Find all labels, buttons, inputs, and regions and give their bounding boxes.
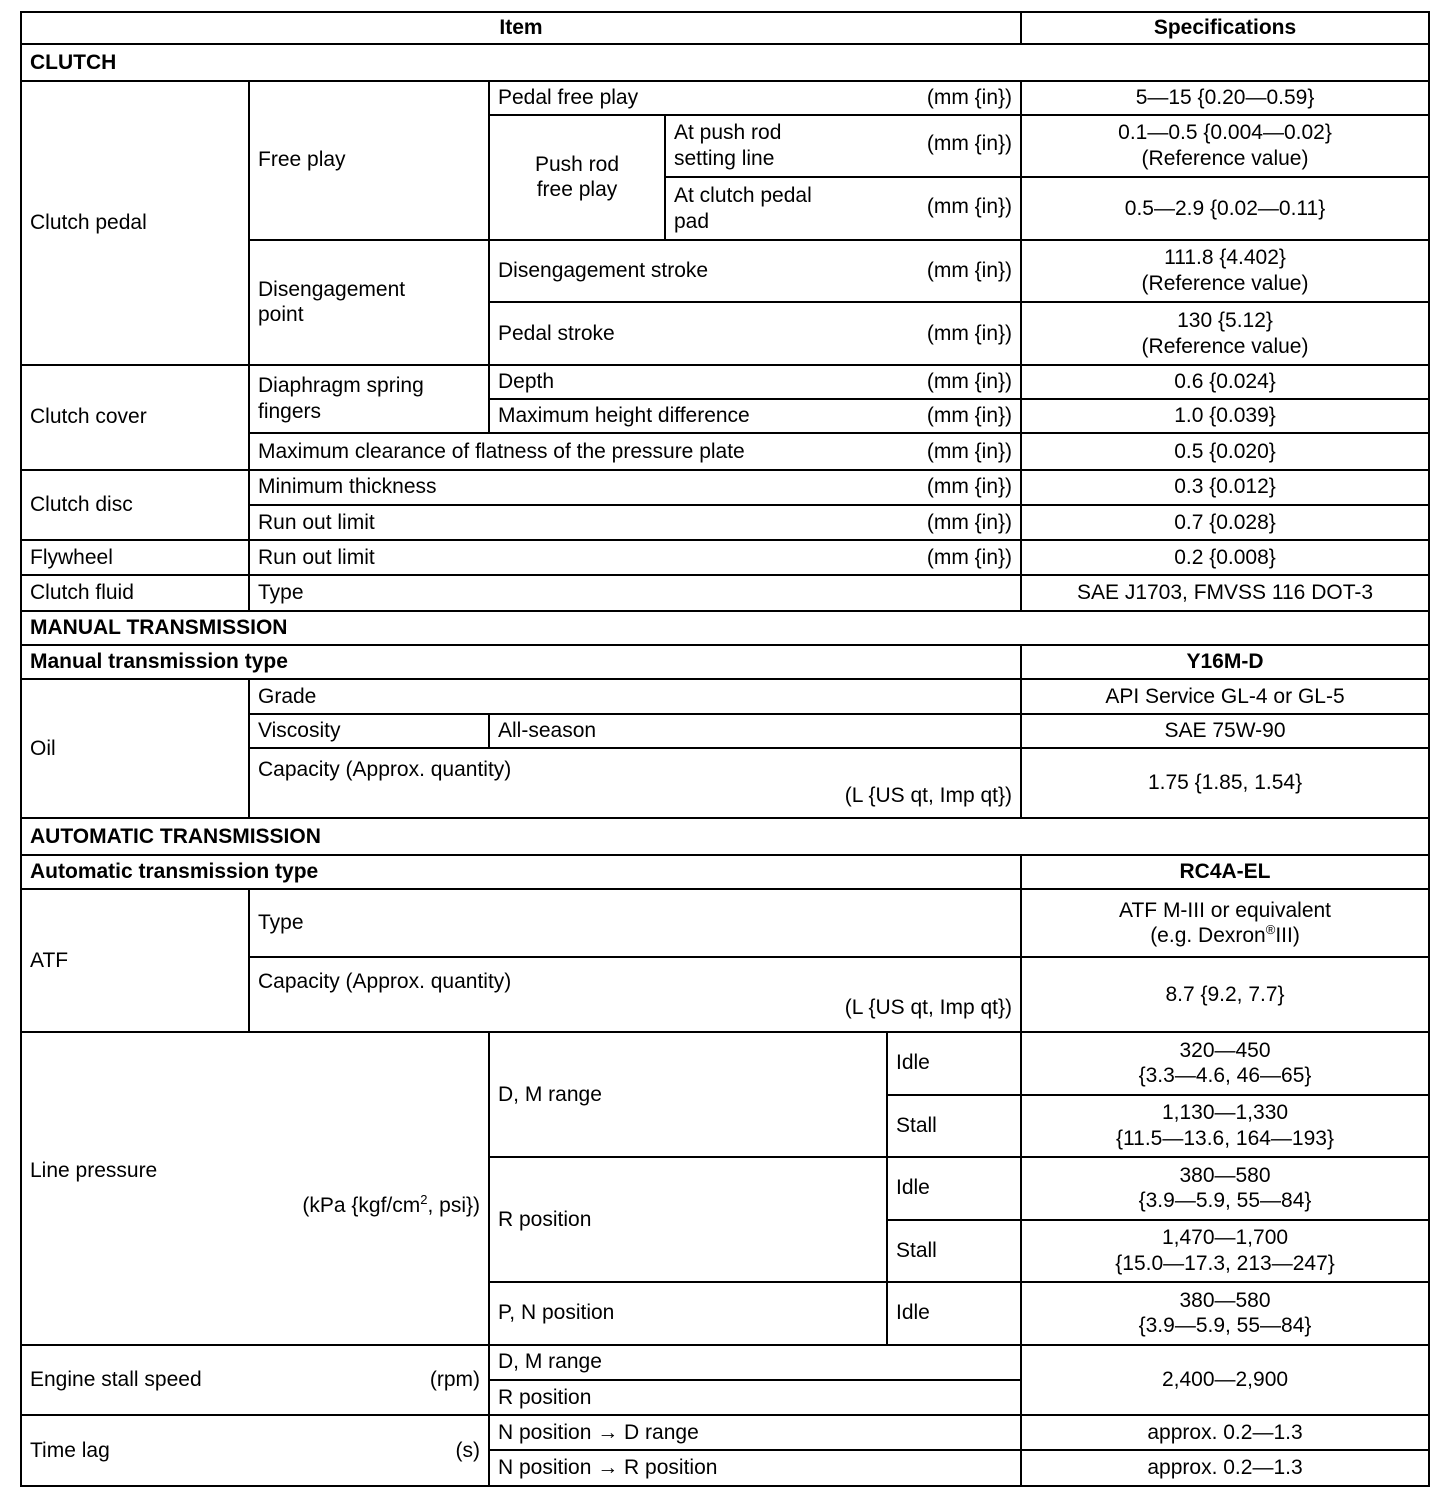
oil-viscosity-label: Viscosity: [249, 714, 489, 748]
specifications-header: Specifications: [1021, 12, 1429, 44]
dm-stall-label: Stall: [887, 1095, 1021, 1158]
unit-label: (mm {in}): [926, 510, 1013, 534]
r-stall-label: Stall: [887, 1220, 1021, 1283]
pn-idle-label: Idle: [887, 1282, 1021, 1345]
clutch-disc-label: Clutch disc: [21, 470, 249, 541]
oil-label: Oil: [21, 679, 249, 818]
dm-idle-label: Idle: [887, 1032, 1021, 1095]
flywheel-runout-value: 0.2 {0.008}: [1021, 540, 1429, 575]
table-row: [21, 645, 1429, 679]
section-row-manual: [21, 611, 1429, 645]
line-pressure-label: Line pressure (kPa {$kgf/cm^2$, psi}): [21, 1032, 489, 1345]
height-difference-value: 1.0 {0.039}: [1021, 399, 1429, 433]
unit-label: (mm {in}): [926, 321, 1013, 345]
table-row: [21, 575, 1429, 610]
push-rod-setting-line-value: 0.1—0.5 {0.004—0.02} (Reference value): [1021, 115, 1429, 178]
oil-grade-value: API Service GL-4 or GL-5: [1021, 679, 1429, 713]
r-stall-value: 1,470—1,700 {15.0—17.3, 213—247}: [1021, 1220, 1429, 1283]
disc-runout-value: 0.7 {0.028}: [1021, 505, 1429, 540]
free-play-label: Free play: [249, 81, 489, 240]
oil-season-label: All-season: [489, 714, 1021, 748]
table-row: [21, 540, 1429, 575]
disengagement-point-label: Disengagement point: [249, 240, 489, 365]
header-row: [21, 12, 1429, 44]
clutch-fluid-type-label: Type: [249, 575, 1021, 610]
unit-label: (mm {in}): [926, 439, 1013, 463]
automatic-type-label: Automatic transmission type: [21, 855, 1021, 889]
push-rod-free-play-label: Push rod free play: [489, 115, 665, 240]
r-idle-label: Idle: [887, 1157, 1021, 1220]
table-row: [21, 855, 1429, 889]
section-title-manual: MANUAL TRANSMISSION: [21, 611, 1429, 645]
n-to-d-value: approx. 0.2—1.3: [1021, 1415, 1429, 1450]
unit-label: (mm {in}): [926, 132, 1013, 156]
dm-range-label: D, M range: [489, 1032, 887, 1157]
dm-stall-value: 1,130—1,330 {11.5—13.6, 164—193}: [1021, 1095, 1429, 1158]
r-idle-value: 380—580 {3.9—5.9, 55—84}: [1021, 1157, 1429, 1220]
automatic-type-value: RC4A-EL: [1021, 855, 1429, 889]
n-to-r-value: approx. 0.2—1.3: [1021, 1450, 1429, 1486]
time-lag-label: Time lag (s): [21, 1415, 489, 1486]
min-thickness-value: 0.3 {0.012}: [1021, 470, 1429, 505]
unit-label: (mm {in}): [926, 259, 1013, 283]
item-header: Item: [21, 12, 1021, 44]
stall-dm-range-label: D, M range: [489, 1345, 1021, 1380]
section-row-automatic: [21, 818, 1429, 854]
table-row: [21, 889, 1429, 958]
oil-viscosity-value: SAE 75W-90: [1021, 714, 1429, 748]
specification-table: [20, 11, 1430, 1487]
stall-r-position-label: R position: [489, 1380, 1021, 1415]
section-title-clutch: CLUTCH: [21, 44, 1429, 80]
clutch-pedal-pad-label: (mm {in}) At clutch pedal pad: [665, 177, 1021, 240]
pn-idle-value: 380—580 {3.9—5.9, 55—84}: [1021, 1282, 1429, 1345]
section-row-clutch: [21, 44, 1429, 80]
engine-stall-speed-value: 2,400—2,900: [1021, 1345, 1429, 1416]
flatness-label: Maximum clearance of flatness of the pressure plate (mm {in}): [249, 433, 1021, 469]
height-difference-label: Maximum height difference (mm {in}): [489, 399, 1021, 433]
unit-label: (mm {in}): [926, 194, 1013, 218]
pedal-free-play-value: 5—15 {0.20—0.59}: [1021, 81, 1429, 115]
n-to-r-label: N position → R position: [489, 1450, 1021, 1486]
disengagement-stroke-value: 111.8 {4.402} (Reference value): [1021, 240, 1429, 303]
table-row: [21, 365, 1429, 399]
flatness-value: 0.5 {0.020}: [1021, 433, 1429, 469]
pedal-stroke-label: Pedal stroke (mm {in}): [489, 302, 1021, 365]
flywheel-label: Flywheel: [21, 540, 249, 575]
table-row: [21, 1415, 1429, 1450]
pn-position-label: P, N position: [489, 1282, 887, 1345]
flywheel-runout-label: Run out limit (mm {in}): [249, 540, 1021, 575]
section-title-automatic: AUTOMATIC TRANSMISSION: [21, 818, 1429, 854]
atf-type-value: ATF M-III or equivalent (e.g. Dexron®III): [1021, 889, 1429, 958]
table-row: [21, 470, 1429, 505]
atf-capacity-value: 8.7 {9.2, 7.7}: [1021, 957, 1429, 1032]
clutch-pedal-pad-value: 0.5—2.9 {0.02—0.11}: [1021, 177, 1429, 240]
manual-type-value: Y16M-D: [1021, 645, 1429, 679]
unit-label: (L {US qt, Imp qt}): [844, 784, 1013, 808]
atf-type-label: Type: [249, 889, 1021, 958]
push-rod-setting-line-label: (mm {in}) At push rod setting line: [665, 115, 1021, 178]
engine-stall-speed-label: Engine stall speed (rpm): [21, 1345, 489, 1416]
unit-label: (L {US qt, Imp qt}): [844, 995, 1013, 1019]
unit-label: (mm {in}): [926, 475, 1013, 499]
unit-label: (rpm): [429, 1368, 480, 1392]
unit-label: (kPa {$kgf/cm^2$, psi}): [302, 1192, 480, 1218]
depth-value: 0.6 {0.024}: [1021, 365, 1429, 399]
r-position-label: R position: [489, 1157, 887, 1282]
unit-label: (mm {in}): [926, 404, 1013, 428]
atf-label: ATF: [21, 889, 249, 1032]
dm-idle-value: 320—450 {3.3—4.6, 46—65}: [1021, 1032, 1429, 1095]
unit-label: (s): [455, 1438, 480, 1462]
clutch-cover-label: Clutch cover: [21, 365, 249, 470]
disengagement-stroke-label: Disengagement stroke (mm {in}): [489, 240, 1021, 303]
oil-capacity-label: Capacity (Approx. quantity) (L {US qt, Imp qt}): [249, 748, 1021, 819]
table-row: [21, 81, 1429, 115]
diaphragm-fingers-label: Diaphragm spring fingers: [249, 365, 489, 434]
pedal-stroke-value: 130 {5.12} (Reference value): [1021, 302, 1429, 365]
clutch-fluid-label: Clutch fluid: [21, 575, 249, 610]
oil-capacity-value: 1.75 {1.85, 1.54}: [1021, 748, 1429, 819]
min-thickness-label: Minimum thickness (mm {in}): [249, 470, 1021, 505]
n-to-d-label: N position → D range: [489, 1415, 1021, 1450]
table-row: [21, 679, 1429, 713]
table-row: [21, 1345, 1429, 1380]
disc-runout-label: Run out limit (mm {in}): [249, 505, 1021, 540]
clutch-fluid-value: SAE J1703, FMVSS 116 DOT-3: [1021, 575, 1429, 610]
manual-type-label: Manual transmission type: [21, 645, 1021, 679]
depth-label: Depth (mm {in}): [489, 365, 1021, 399]
clutch-pedal-label: Clutch pedal: [21, 81, 249, 365]
unit-label: (mm {in}): [926, 370, 1013, 394]
atf-capacity-label: Capacity (Approx. quantity) (L {US qt, Imp qt}): [249, 957, 1021, 1032]
unit-label: (mm {in}): [926, 85, 1013, 109]
unit-label: (mm {in}): [926, 546, 1013, 569]
pedal-free-play-label: Pedal free play (mm {in}): [489, 81, 1021, 115]
oil-grade-label: Grade: [249, 679, 1021, 713]
table-row: [21, 1032, 1429, 1095]
